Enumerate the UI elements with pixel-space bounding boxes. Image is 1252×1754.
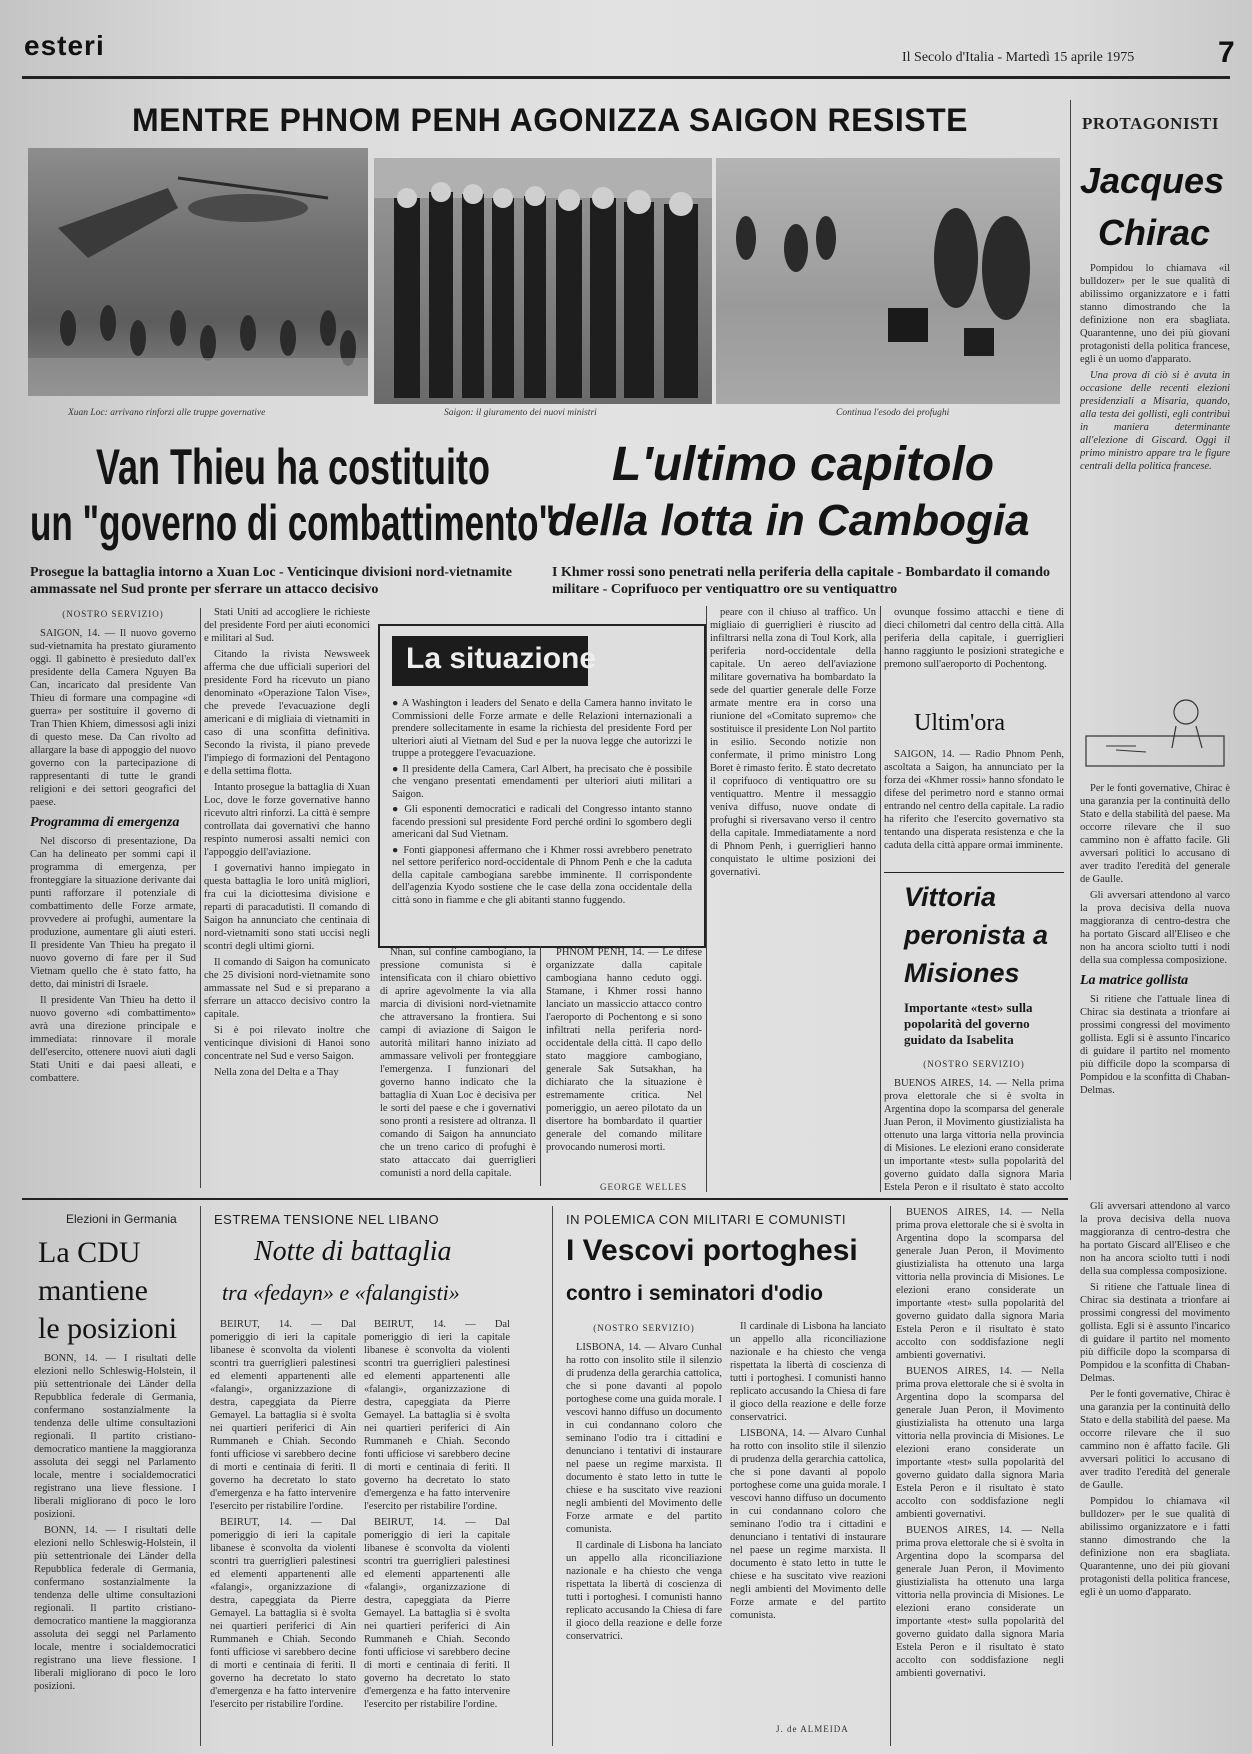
banner-headline: MENTRE PHNOM PENH AGONIZZA SAIGON RESISTE: [132, 102, 968, 138]
thieu-col2-paragraph-3: Intanto prosegue la battaglia di Xuan Loc, dove le forze governative hanno ricevuto altri rinforzi. La città è sempre controllata dai governativi che hanno respinto numerosi assalti nemici con l'appoggio dell'aviazione.: [204, 782, 370, 858]
libano-column-1: [210, 1318, 356, 1742]
libano-headline-2: tra «fedayn» e «falangisti»: [222, 1280, 460, 1305]
protagonisti-name-last: Chirac: [1098, 212, 1211, 253]
paper-date: Il Secolo d'Italia - Martedì 15 aprile 1975: [902, 50, 1135, 65]
thieu-col2-paragraph-4: I governativi hanno impiegato in questa battaglia le loro unità migliori, fra cui la diciottesima divisione e reparti di paracadutisti. Il comando di Saigon ha annunciato che centinaia di nord-vietnamiti sono stati uccisi negli scontri degli ultimi giorni.: [204, 863, 370, 952]
photo-caption-2: Saigon: il giuramento dei nuovi ministri: [444, 408, 597, 418]
thieu-deck: Prosegue la battaglia intorno a Xuan Loc - Venticinque divisioni nord-vietnamite ammassate nel Sud pronte per sferrare un attacco decisivo: [30, 565, 512, 597]
libano-text-4: BEIRUT, 14. — Dal pomeriggio di ieri la capitale libanese è sconvolta da violenti scontri tra guerriglieri palestinesi ed elementi appartenenti alle «falangi», organizzazione di destra, capeggiata da Pierre Gemayel. La battaglia si è svolta nei quartieri periferici di Ain Rummaneh e Chiah. Secondo fonti ufficiose vi sarebbero decine di morti e centinaia di feriti. Il governo ha decretato lo stato d'emergenza e ha fatto intervenire l'esercito per ristabilire l'ordine.: [364, 1517, 510, 1710]
thieu-paragraph-1: SAIGON, 14. — Il nuovo governo sud-vietnamita ha prestato giuramento oggi. Il gabinetto è presieduto dall'ex presidente della Camera Nguyen Ba Can, incaricato dal presidente Van Thieu di formare una compagine «di guerra» per sostituire il governo di Tran Thien Khiem, dimessosi agli inizi di questo mese. Da Can rivolto ad allargare la base di appoggio del nuovo governo con la partecipazione di rappresentanti di tutte le grandi religioni e dei settori geografici del paese.: [30, 628, 196, 808]
vittoria-headline: Vittoria peronista a Misiones: [904, 882, 1049, 988]
cambogia-column-2: [546, 946, 702, 1182]
thieu-column-divider: [200, 608, 201, 1188]
thieu-paragraph-2: Nel discorso di presentazione, Da Can ha delineato per sommi capi il programma di emergenza, per fronteggiare la situazione derivante dai punti rafforzare il potenziale di combattimento delle Forze armate, provvedere ai profughi, aumentare la produzione, aumentare gli aiuti esteri. Il presidente Van Thieu ha pregato il nuovo governo di fare per il Sud Vietnam quello che è stato fatto, ha detto, dai ministri di Israele.: [30, 836, 196, 990]
cdu-divider: [200, 1206, 201, 1746]
cambogia-column-1: [380, 946, 536, 1192]
vittoria-text: BUENOS AIRES, 14. — Nella prima prova elettorale che si è svolta in Argentina dopo la scomparsa del generale Juan Peron, il Movimento giustizialista ha ottenuto una larga vittoria nella provincia di Misiones. Le elezioni erano considerate un importante «test» sulla popolarità del governo guidato dalla signora Maria Estela Peron e il risultato è stato accolto: [884, 1078, 1064, 1192]
thieu-headline-line1: Van Thieu ha costituito: [96, 439, 491, 495]
masthead-rule: [22, 76, 1230, 79]
libano-headline-1: Notte di battaglia: [254, 1236, 452, 1267]
thieu-byline: (NOSTRO SERVIZIO): [62, 609, 164, 619]
vescovi-headline-2: contro i seminatori d'odio: [566, 1282, 824, 1305]
lower-section-rule: [22, 1198, 1068, 1200]
thieu-column-1: [30, 606, 196, 1192]
vescovi-signature: J. de ALMEIDA: [776, 1724, 849, 1734]
protagonisti-text-bottom: [1080, 782, 1230, 1192]
photo-caption-1: Xuan Loc: arrivano rinforzi alle truppe governative: [68, 408, 266, 418]
cdu-kicker: Elezioni in Germania: [66, 1212, 177, 1226]
photo-caption-3: Continua l'esodo dei profughi: [836, 408, 950, 418]
vescovi-column-1: [566, 1320, 722, 1742]
cambogia-deck: I Khmer rossi sono penetrati nella periferia della capitale - Bombardato il comando militare - Coprifuoco per ventiquattro ore su ventiquattro: [552, 565, 1051, 597]
thieu-subhead: Programma di emergenza: [30, 815, 180, 830]
refugees-image: [716, 158, 1060, 404]
situazione-item: ● Gli esponenti democratici e radicali del Congresso intanto stanno facendo pressioni sul presidente Ford perché ordini lo sgombero degli americani dal Sud Vietnam.: [392, 804, 692, 840]
vescovi-byline: (NOSTRO SERVIZIO): [593, 1323, 695, 1333]
helicopter-soldiers-image: [28, 148, 368, 396]
cambogia-divider-1: [540, 946, 541, 1186]
cambogia-divider-3: [880, 606, 881, 1192]
vescovi-col2-text: Il cardinale di Lisbona ha lanciato un appello alla riconciliazione nazionale e ha chiesto che venga rispettata la libertà di coscienza di tutti i portoghesi. I comunisti hanno replicato accusando la Chiesa di fare il gioco della reazione e delle forze conservatrici.: [730, 1321, 886, 1423]
protagonisti-paragraph-9: Pompidou lo chiamava «il bulldozer» per le sue qualità di abilissimo organizzatore e i fatti stanno dimostrando che la definizione non era sbagliata. Quarantenne, uno dei più giovani protagonisti della politica francese, egli è un uomo d'apparato.: [1080, 1496, 1230, 1598]
libano-text: BEIRUT, 14. — Dal pomeriggio di ieri la capitale libanese è sconvolta da violenti scontri tra guerriglieri palestinesi ed elementi appartenenti alle «falangi», organizzazione di destra, capeggiata da Pierre Gemayel. La battaglia si è svolta nei quartieri periferici di Ain Rummaneh e Chiah. Secondo fonti ufficiose vi sarebbero decine di morti e centinaia di feriti. Il governo ha decretato lo stato d'emergenza e ha fatto intervenire l'esercito per ristabilire l'ordine.: [210, 1319, 356, 1512]
situazione-title: La situazione: [406, 642, 597, 675]
vittoria-text-lower-3: BUENOS AIRES, 14. — Nella prima prova elettorale che si è svolta in Argentina dopo la scomparsa del generale Juan Peron, il Movimento giustizialista ha ottenuto una larga vittoria nella provincia di Misiones. Le elezioni erano considerate un importante «test» sulla popolarità del governo guidato dalla signora Maria Estela Peron e il risultato è stato accolto con soddisfazione negli ambienti governativi.: [896, 1525, 1064, 1679]
thieu-col2-paragraph-1: Stati Uniti ad accogliere le richieste del presidente Ford per aiuti economici e militari al Sud.: [204, 607, 370, 644]
vittoria-column: [884, 1056, 1064, 1192]
page-number: 7: [1218, 36, 1235, 69]
thieu-paragraph-3: Il presidente Van Thieu ha detto il nuovo governo «di combattimento» avrà una direzione principale e immediata: rinnovare il morale dell'esercito, ottenere nuovi aiuti dagli Stati Uniti e dai paesi alleati, e combattere.: [30, 995, 196, 1084]
vescovi-text: LISBONA, 14. — Alvaro Cunhal ha rotto con insolito stile il silenzio di prudenza della gerarchia cattolica, che si pone davanti al popolo portoghese come una guida morale. I vescovi hanno diffuso un documento in cui condannano coloro che seminano l'odio tra i cittadini e denunciano i tentativi di instaurare nel paese un regime marxista. Il documento è stato letto in tutte le chiese e ha suscitato vive reazioni negli ambienti del Movimento delle Forze armate e del partito comunista.: [566, 1342, 722, 1535]
ultimora-text: SAIGON, 14. — Radio Phnom Penh, ascoltata a Saigon, ha annunciato per la forza dei «Khmer rossi» hanno sfondato le difese del perimetro nord e stanno ormai entrando nel centro della capitale. La radio ha riferito che l'esercito governativo sta tentando una disperata resistenza e che la caduta della città appare ormai imminente.: [884, 749, 1064, 851]
vescovi-column-2: [730, 1320, 886, 1720]
protagonisti-label: PROTAGONISTI: [1082, 114, 1219, 133]
ultimora-column: [884, 748, 1064, 868]
cambogia-col4-text: ovunque fossimo attacchi e tiene di dieci chilometri dal centro della città. Alla periferia della capitale, i guerriglieri hanno raggiunto le posizioni strategiche e premono sull'aeroporto di Pochentong.: [884, 607, 1064, 670]
protagonisti-text-lower: [1080, 1200, 1230, 1740]
situazione-list: [392, 698, 692, 938]
thieu-col2-footer: Nella zona del Delta e a Thay: [214, 1067, 339, 1078]
vescovi-headline-1: I Vescovi portoghesi: [566, 1234, 858, 1267]
thieu-col2-paragraph-2: Citando la rivista Newsweek afferma che due ufficiali superiori del presidente Ford ha ricevuto un piano denominato «Operazione Talon Vise», che prevede l'evacuazione degli americani e di migliaia di vietnamiti in caso di una sconfitta definitiva. Secondo la rivista, il piano prevede l'impiego di formazioni del Pentagono e della settima flotta.: [204, 649, 370, 777]
vittoria-byline: (NOSTRO SERVIZIO): [923, 1059, 1025, 1069]
thieu-col2-paragraph-5: Il comando di Saigon ha comunicato che 25 divisioni nord-vietnamite sono ammassate nel Sud e si preparano a sferrare un attacco decisivo contro la capitale.: [204, 957, 370, 1020]
vescovi-kicker: IN POLEMICA CON MILITARI E COMUNISTI: [566, 1212, 846, 1227]
photo-refugees: [716, 158, 1060, 404]
cdu-column: [34, 1352, 196, 1736]
cambogia-col1-text: Nhan, sul confine cambogiano, la pressione comunista si è intensificata con il chiaro obiettivo di aprire agevolmente la via alla marcia di divisioni nord-vietnamite che attraversano la frontiera. Sui campi di aviazione di Saigon le autorità militari hanno iniziato ad ammassare velivoli per fronteggiare l'emergenza. I funzionari del governo hanno indicato che la battaglia di Xuan Loc è decisiva per le sorti del paese e che i governativi sono pronti a resistere ad oltranza. Il comando di Saigon ha annunciato che un treno carico di profughi è stato attaccato dai guerriglieri comunisti a nord della capitale.: [380, 947, 536, 1179]
cdu-text-2: BONN, 14. — I risultati delle elezioni nello Schleswig-Holstein, il più settentrionale dei Länder della Repubblica federale di Germania, confermano sostanzialmente la tendenza delle ultime consultazioni regionali. Il partito cristiano-democratico mantiene la maggioranza assoluta dei seggi nel Parlamento locale, mentre i socialdemocratici registrano una lieve flessione. I liberali migliorano di poco le loro posizioni.: [34, 1525, 196, 1692]
protagonisti-paragraph-6: Gli avversari attendono al varco la prova decisiva della nuova maggioranza di centro-destra che ha portato Giscard all'Eliseo e che non ha ancora sciolto tutti i nodi della sua complessa composizione.: [1080, 1201, 1230, 1277]
cambogia-headline-line2: della lotta in Cambogia: [548, 496, 1030, 545]
situazione-item: ● A Washington i leaders del Senato e della Camera hanno invitato le Commissioni delle Forze armate e delle Relazioni internazionali a prendere sollecitamente in esame la richiesta del presidente Ford per ulteriori aiuti al Vietnam del Sud e per la nuova legge che autorizzi le truppe a proteggere l'evacuazione.: [392, 698, 692, 759]
protagonisti-text-top: [1080, 262, 1230, 682]
protagonisti-name-first: Jacques: [1080, 160, 1225, 201]
protagonisti-paragraph-4: Gli avversari attendono al varco la prova decisiva della nuova maggioranza di centro-destra che ha portato Giscard all'Eliseo e che non ha ancora sciolto tutti i nodi della sua complessa composizione.: [1080, 890, 1230, 966]
vescovi-text-2: Il cardinale di Lisbona ha lanciato un appello alla riconciliazione nazionale e ha chiesto che venga rispettata la libertà di coscienza di tutti i portoghesi. I comunisti hanno replicato accusando la Chiesa di fare il gioco della reazione e delle forze conservatrici.: [566, 1540, 722, 1642]
protagonisti-paragraph-2: Una prova di ciò si è avuta in occasione delle recenti elezioni presidenziali a Misaria, quando, alla testa dei gollisti, egli contribuì in maniera determinante all'elezione di Giscard. Oggi il primo ministro appare tra le figure centrali della politica francese.: [1080, 370, 1230, 472]
cdu-headline-3: le posizioni: [38, 1312, 178, 1345]
cambogia-col2-text: PHNOM PENH, 14. — Le difese organizzate dalla capitale cambogiana hanno ceduto oggi. Stamane, i Khmer rossi hanno lanciato un massiccio attacco contro l'aeroporto di Pochentong e si sono infiltrati nella periferia nord-occidentale della città. Il capo dello stato maggiore cambogiano, generale Sak Sutsakhan, ha dichiarato che la situazione è estremamente critica. Nel pomeriggio, un aereo pilotato da un disertore ha bombardato il quartier generale del comando militare provocando numerosi morti.: [546, 947, 702, 1153]
cdu-headline-1: La CDU: [38, 1236, 141, 1269]
thieu-col2-paragraph-6: Si è poi rilevato inoltre che venticinque divisioni di Hanoi sono concentrate nel Sud e verso Saigon.: [204, 1025, 370, 1062]
situazione-item: ● Fonti giapponesi affermano che i Khmer rossi avrebbero penetrato nel settore periferico nord-occidentale di Phnom Penh e che la caduta della capitale cambogiana sarebbe imminente. Il corrispondente dell'agenzia Kyodo sostiene che le case della zona occidentale della città sono in fiamme e che gli abitanti stanno fuggendo.: [392, 844, 692, 906]
vittoria-column-lower: [896, 1206, 1064, 1742]
thieu-headline-line2: un "governo di combattimento": [30, 495, 556, 551]
cambogia-col3-text: peare con il chiuso al traffico. Un migliaio di guerriglieri è riuscito ad infiltrarsi nella zona di Toul Kork, alla periferia nord-occidentale della capitale. Un aereo dell'aviazione militare governativa ha bombardato la sede del quartier generale delle Forze armate mentre era in corso una riunione del «Comitato supremo» che sostituisce il presidente Lon Nol partito in esilio. Secondo notizie non confermate, il primo ministro Long Boret è rimasto ferito. È stato decretato il coprifuoco di ventiquattro ore su ventiquattro. Mentre il messaggio veniva diffuso, nuove ondate di profughi si riversavano verso il centro della capitale. Immediatamente a nord di Phnom Penh, i guerriglieri hanno conquistato le ultime posizioni dei governativi.: [710, 607, 876, 878]
caricature-drawing-icon: [1076, 686, 1234, 776]
protagonisti-paragraph-7: Si ritiene che l'attuale linea di Chirac sia destinata a trionfare ai prossimi congressi del movimento gollista. Egli si è assunto l'incarico di guidare il partito nel momento più difficile dopo la scomparsa di Pompidou e la sconfitta di Chaban-Delmas.: [1080, 1282, 1230, 1384]
vittoria-divider-lower: [890, 1206, 891, 1746]
vittoria-text-lower: BUENOS AIRES, 14. — Nella prima prova elettorale che si è svolta in Argentina dopo la scomparsa del generale Juan Peron, il Movimento giustizialista ha ottenuto una larga vittoria nella provincia di Misiones. Le elezioni erano considerate un importante «test» sulla popolarità del governo guidato dalla signora Maria Estela Peron e il risultato è stato accolto con soddisfazione negli ambienti governativi.: [896, 1207, 1064, 1361]
protagonisti-paragraph-3: Per le fonti governative, Chirac è una garanzia per la continuità dello Stato e della stabilità del paese. Ma occorre rilevare che il suo cammino non è affatto facile. Gli avversari politici lo accusano di aver tradito l'eredità del generale de Gaulle.: [1080, 783, 1230, 885]
section-label: esteri: [24, 30, 105, 61]
thieu-column-2: [204, 606, 370, 1192]
libano-text-3: BEIRUT, 14. — Dal pomeriggio di ieri la capitale libanese è sconvolta da violenti scontri tra guerriglieri palestinesi ed elementi appartenenti alle «falangi», organizzazione di destra, capeggiata da Pierre Gemayel. La battaglia si è svolta nei quartieri periferici di Ain Rummaneh e Chiah. Secondo fonti ufficiose vi sarebbero decine di morti e centinaia di feriti. Il governo ha decretato lo stato d'emergenza e ha fatto intervenire l'esercito per ristabilire l'ordine.: [364, 1319, 510, 1512]
protagonisti-paragraph-1: Pompidou lo chiamava «il bulldozer» per le sue qualità di abilissimo organizzatore e i fatti stanno dimostrando che la definizione non era sbagliata. Quarantenne, uno dei più giovani protagonisti della politica francese, egli è un uomo d'apparato.: [1080, 263, 1230, 365]
protagonisti-paragraph-8: Per le fonti governative, Chirac è una garanzia per la continuità dello Stato e della stabilità del paese. Ma occorre rilevare che il suo cammino non è affatto facile. Gli avversari politici lo accusano di aver tradito l'eredità del generale de Gaulle.: [1080, 1389, 1230, 1491]
libano-divider: [552, 1206, 553, 1746]
vittoria-deck: Importante «test» sulla popolarità del governo guidato da Isabelita: [904, 1000, 1033, 1047]
cambogia-headline-line1: L'ultimo capitolo: [612, 438, 995, 491]
cambogia-signature: GEORGE WELLES: [600, 1182, 688, 1192]
ultimora-title: Ultim'ora: [914, 710, 1005, 736]
ultimora-rule: [884, 872, 1064, 873]
cdu-headline-2: mantiene: [38, 1274, 148, 1307]
situazione-item: ● Il presidente della Camera, Carl Albert, ha precisato che è possibile che vengano presentati emendamenti per ulteriori aiuti militari a Saigon.: [392, 763, 692, 800]
cdu-text: BONN, 14. — I risultati delle elezioni nello Schleswig-Holstein, il più settentrionale dei Länder della Repubblica federale di Germania, confermano sostanzialmente la tendenza delle ultime consultazioni regionali. Il partito cristiano-democratico mantiene la maggioranza assoluta dei seggi nel Parlamento locale, mentre i socialdemocratici registrano una lieve flessione. I liberali migliorano di poco le loro posizioni.: [34, 1353, 196, 1520]
right-column-divider: [1070, 100, 1071, 1180]
ministers-oath-image: [374, 158, 712, 404]
cambogia-column-4: [884, 606, 1064, 706]
chirac-caricature: [1076, 686, 1234, 776]
vescovi-col2-text-2: LISBONA, 14. — Alvaro Cunhal ha rotto con insolito stile il silenzio di prudenza della gerarchia cattolica, che si pone davanti al popolo portoghese come una guida morale. I vescovi hanno diffuso un documento in cui condannano coloro che seminano l'odio tra i cittadini e denunciano i tentativi di instaurare nel paese un regime marxista. Il documento è stato letto in tutte le chiese e ha suscitato vive reazioni negli ambienti del Movimento delle Forze armate e del partito comunista.: [730, 1428, 886, 1621]
libano-text-2: BEIRUT, 14. — Dal pomeriggio di ieri la capitale libanese è sconvolta da violenti scontri tra guerriglieri palestinesi ed elementi appartenenti alle «falangi», organizzazione di destra, capeggiata da Pierre Gemayel. La battaglia si è svolta nei quartieri periferici di Ain Rummaneh e Chiah. Secondo fonti ufficiose vi sarebbero decine di morti e centinaia di feriti. Il governo ha decretato lo stato d'emergenza e ha fatto intervenire l'esercito per ristabilire l'ordine.: [210, 1517, 356, 1710]
libano-kicker: ESTREMA TENSIONE NEL LIBANO: [214, 1212, 440, 1227]
cambogia-divider-2: [706, 606, 707, 1192]
protagonisti-paragraph-5: Si ritiene che l'attuale linea di Chirac sia destinata a trionfare ai prossimi congressi del movimento gollista. Egli si è assunto l'incarico di guidare il partito nel momento più difficile dopo la scomparsa di Pompidou e la sconfitta di Chaban-Delmas.: [1080, 994, 1230, 1096]
libano-column-2: [364, 1318, 510, 1742]
cambogia-column-3: [710, 606, 876, 1192]
vittoria-text-lower-2: BUENOS AIRES, 14. — Nella prima prova elettorale che si è svolta in Argentina dopo la scomparsa del generale Juan Peron, il Movimento giustizialista ha ottenuto una larga vittoria nella provincia di Misiones. Le elezioni erano considerate un importante «test» sulla popolarità del governo guidato dalla signora Maria Estela Peron e il risultato è stato accolto con soddisfazione negli ambienti governativi.: [896, 1366, 1064, 1520]
protagonisti-subhead: La matrice gollista: [1080, 973, 1189, 988]
photo-saigon-ministers: [374, 158, 712, 404]
photo-xuan-loc: [28, 148, 368, 396]
